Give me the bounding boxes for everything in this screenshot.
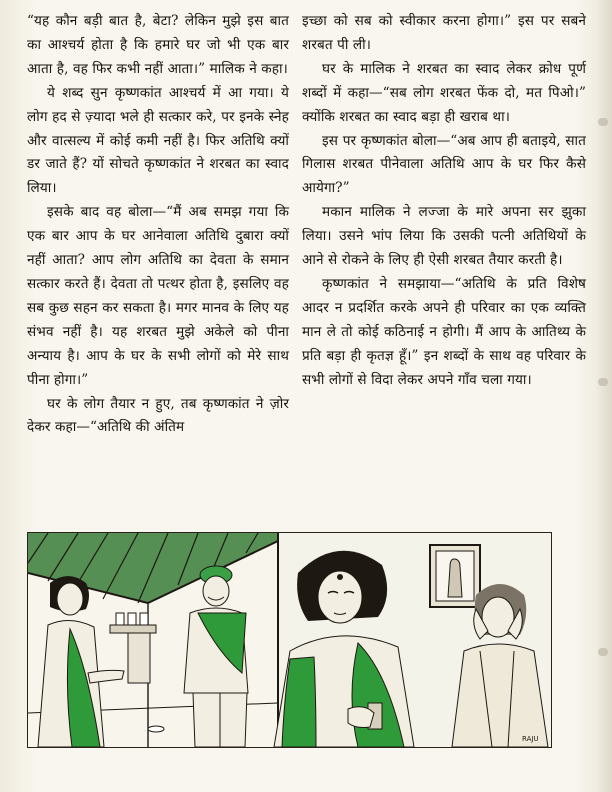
binding-mark <box>598 648 608 656</box>
paragraph-2: ये शब्द सुन कृष्णकांत आश्चर्य में आ गया। ये लोग हद से ज़्यादा भले ही सत्कार करे, पर इनके स्नेह और वात्सल्य में कोई कमी नहीं है। फिर अतिथि क्यों डर जाते हैं? यों सोचते कृष्णकांत ने शरबत का स्वाद लिया। <box>27 84 289 197</box>
paragraph-5: इच्छा को सब को स्वीकार करना होगा।” इस पर सबने शरबत पी ली। <box>302 13 586 53</box>
paragraph-4: घर के लोग तैयार न हुए, तब कृष्णकांत ने ज़ोर देकर कहा—“अतिथि की अंतिम <box>27 395 289 436</box>
comic-illustration <box>27 532 552 748</box>
paragraph-8: मकान मालिक ने लज्जा के मारे अपना सर झुका लिया। उसने भांप लिया कि उसकी पत्नी अतिथियों के आने से रोकने के लिए ही ऐसी शरबत तैयार करती है। <box>302 204 586 269</box>
left-panel-scene <box>28 533 278 747</box>
paragraph-3: इसके बाद वह बोला—“मैं अब समझ गया कि एक बार आप के घर आनेवाला अतिथि दुबारा क्यों नहीं आता? आप लोग अतिथि का देवता के समान सत्कार करते हैं। देवता तो पत्थर होता है, इसलिए वह सब कुछ सहन कर सकता है। मगर मानव के लिए यह संभव नहीं है। यह शरबत मुझे अकेले को पीना अन्याय है। आप के घर के सभी लोगों को मेरे साथ पीना होगा।” <box>27 204 289 388</box>
binding-mark <box>598 378 608 386</box>
paragraph-7: इस पर कृष्णकांत बोला—“अब आप ही बताइये, सात गिलास शरबत पीनेवाला अतिथि आप के घर फिर कैसे आयेगा?” <box>302 132 586 197</box>
right-panel-scene <box>274 533 551 747</box>
right-text-column <box>302 10 586 393</box>
paragraph-1: “यह कौन बड़ी बात है, बेटा? लेकिन मुझे इस बात का आश्चर्य होता है कि हमारे घर जो भी एक बार आता है, वह फिर कभी नहीं आता।” मालिक ने कहा। <box>27 13 289 77</box>
paragraph-6: घर के मालिक ने शरबत का स्वाद लेकर क्रोध पूर्ण शब्दों में कहा—“सब लोग शरबत फेंक दो, मत पिओ।” क्योंकि शरबत का स्वाद बड़ा ही खराब था। <box>302 60 586 125</box>
binding-mark <box>598 118 608 126</box>
artist-signature: RAJU <box>522 735 539 743</box>
left-text-column <box>27 10 289 440</box>
paragraph-9: कृष्णकांत ने समझाया—“अतिथि के प्रति विशेष आदर न प्रदर्शित करके अपने ही परिवार का एक व्यक्ति मान ले तो कोई कठिनाई न होगी। मैं आप के आतिथ्य के प्रति बड़ा ही कृतज्ञ हूँ।” इन शब्दों के साथ वह परिवार के सभी लोगों से विदा लेकर अपने गाँव चला गया। <box>302 275 586 388</box>
